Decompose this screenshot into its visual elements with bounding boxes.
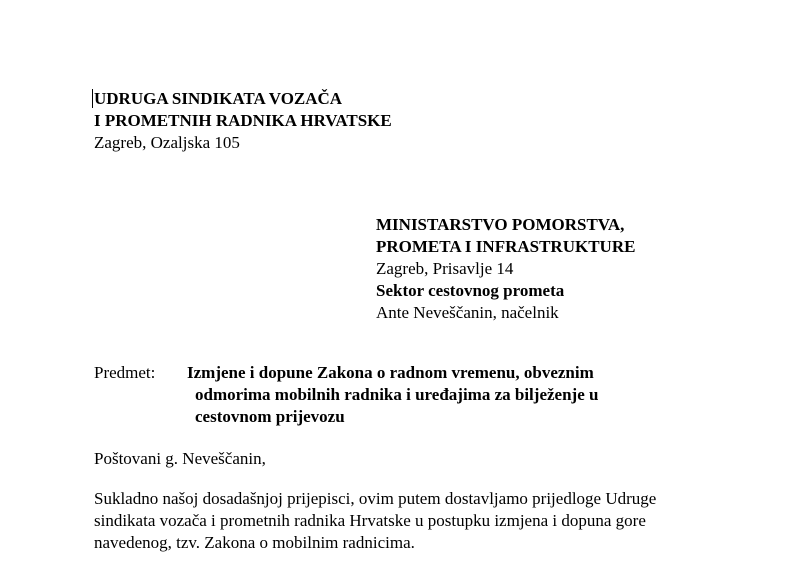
sender-block (94, 88, 392, 154)
subject-line1: Izmjene i dopune Zakona o radnom vremenu, obveznim (187, 363, 594, 382)
subject-line2: odmorima mobilnih radnika i uređajima za bilježenje u (195, 385, 599, 404)
body-paragraph (94, 488, 656, 554)
recipient-name-line2: PROMETA I INFRASTRUKTURE (376, 237, 636, 256)
text-cursor (92, 89, 93, 108)
recipient-department: Sektor cestovnog prometa (376, 281, 565, 300)
body-line1: Sukladno našoj dosadašnjoj prijepisci, ovim putem dostavljamo prijedloge Udruge (94, 489, 657, 508)
sender-address: Zagreb, Ozaljska 105 (94, 133, 240, 152)
body-line3: navedenog, tzv. Zakona o mobilnim radnicima. (94, 533, 415, 552)
sender-name-line2: I PROMETNIH RADNIKA HRVATSKE (94, 111, 392, 130)
salutation-text: Poštovani g. Neveščanin, (94, 449, 266, 468)
recipient-person: Ante Neveščanin, načelnik (376, 303, 559, 322)
body-line2: sindikata vozača i prometnih radnika Hrvatske u postupku izmjena i dopuna gore (94, 511, 646, 530)
recipient-block (376, 214, 635, 324)
subject-line3: cestovnom prijevozu (195, 407, 345, 426)
subject-label: Predmet: (94, 363, 156, 382)
salutation (94, 448, 266, 470)
recipient-address: Zagreb, Prisavlje 14 (376, 259, 514, 278)
recipient-name-line1: MINISTARSTVO POMORSTVA, (376, 215, 625, 234)
subject-text (187, 362, 598, 428)
sender-name-line1: UDRUGA SINDIKATA VOZAČA (94, 89, 343, 108)
